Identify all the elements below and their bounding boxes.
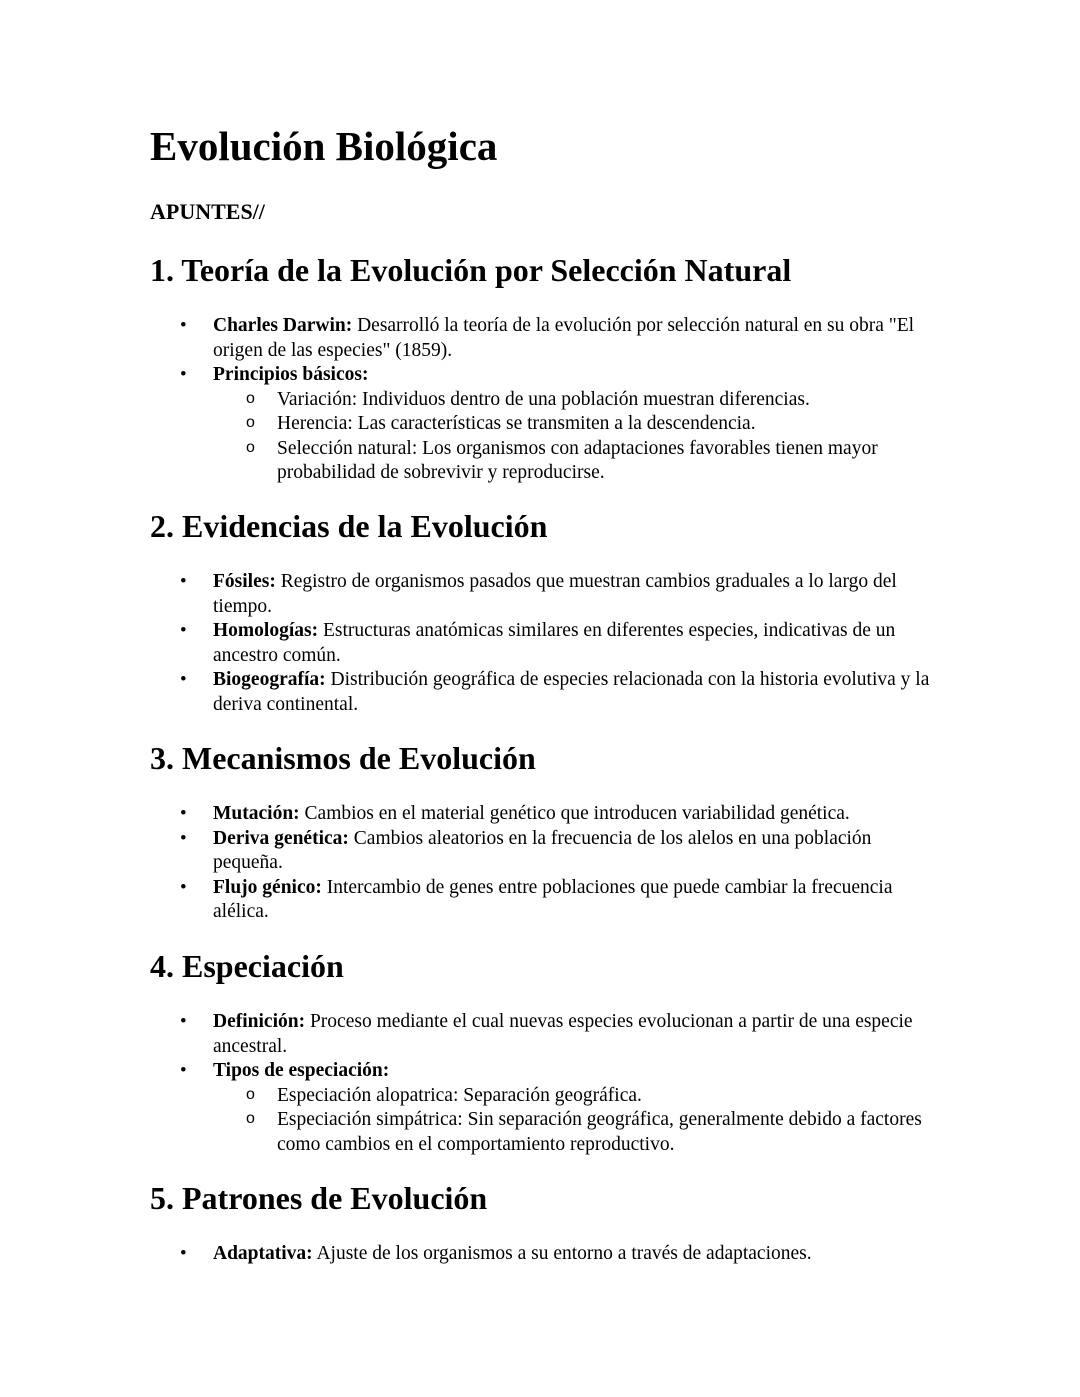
list-item [150, 1242, 940, 1267]
item-text: Distribución geográfica de especies relacionada con la historia evolutiva y la deriva continental. [213, 669, 930, 715]
item-term: Adaptativa: [213, 1243, 313, 1264]
item-text: Proceso mediante el cual nuevas especies evolucionan a partir de una especie ancestral. [213, 1011, 913, 1057]
sub-list-item: o Especiación simpátrica: Sin separación geográfica, generalmente debido a factores como cambios en el comportamiento reproductivo. [213, 1108, 940, 1157]
item-text: Cambios en el material genético que introducen variabilidad genética. [299, 803, 850, 824]
list-item [150, 802, 940, 827]
item-text: Ajuste de los organismos a su entorno a través de adaptaciones. [312, 1243, 812, 1264]
section-4-list [150, 1010, 940, 1157]
item-term: Principios básicos: [213, 364, 369, 385]
sub-list [213, 1084, 940, 1158]
list-item [150, 827, 940, 876]
section-2-list [150, 570, 940, 717]
item-term: Charles Darwin: [213, 315, 353, 336]
sub-list-item: o Variación: Individuos dentro de una población muestran diferencias. [213, 388, 940, 413]
item-term: Definición: [213, 1011, 306, 1032]
section-heading-3: 3. Mecanismos de Evolución [150, 740, 536, 776]
item-term: Tipos de especiación: [213, 1060, 390, 1081]
sub-list-item: o Selección natural: Los organismos con adaptaciones favorables tienen mayor probabilidad de sobrevivir y reproducirse. [213, 437, 940, 486]
list-item [150, 668, 940, 717]
item-term: Flujo génico: [213, 876, 322, 898]
sub-list [213, 388, 940, 486]
item-term: Biogeografía: [213, 669, 326, 690]
list-item [150, 1010, 940, 1059]
section-heading-2: 2. Evidencias de la Evolución [150, 508, 548, 544]
item-term: Deriva genética: [213, 827, 349, 849]
item-text: Intercambio de genes entre poblaciones que puede cambiar la frecuencia alélica. [213, 876, 893, 922]
list-item [150, 570, 940, 619]
list-item [150, 876, 940, 925]
section-5-list [150, 1242, 940, 1267]
list-item [150, 363, 940, 486]
section-heading-5: 5. Patrones de Evolución [150, 1180, 488, 1216]
sub-list-item: o Herencia: Las características se transmiten a la descendencia. [213, 412, 940, 437]
section-1-list [150, 314, 940, 486]
item-term: Mutación: [213, 803, 300, 824]
item-text: Estructuras anatómicas similares en diferentes especies, indicativas de un ancestro común. [213, 620, 896, 666]
item-text: Desarrolló la teoría de la evolución por selección natural en su obra "El origen de las especies" (1859). [213, 315, 915, 361]
item-term: Fósiles: [213, 571, 276, 592]
sub-list-item: o Especiación alopatrica: Separación geográfica. [213, 1084, 940, 1109]
list-item [150, 1059, 940, 1157]
list-item [150, 619, 940, 668]
section-3-list [150, 802, 940, 925]
list-item [150, 314, 940, 363]
item-text: Registro de organismos pasados que muestran cambios graduales a lo largo del tiempo. [213, 571, 897, 617]
item-term: Homologías: [213, 620, 319, 641]
section-heading-4: 4. Especiación [150, 948, 344, 984]
notes-label: APUNTES// [150, 199, 265, 224]
item-text: Cambios aleatorios en la frecuencia de los alelos en una población pequeña. [213, 827, 872, 873]
section-heading-1: 1. Teoría de la Evolución por Selección Natural [150, 252, 792, 288]
page-title: Evolución Biológica [150, 123, 498, 169]
